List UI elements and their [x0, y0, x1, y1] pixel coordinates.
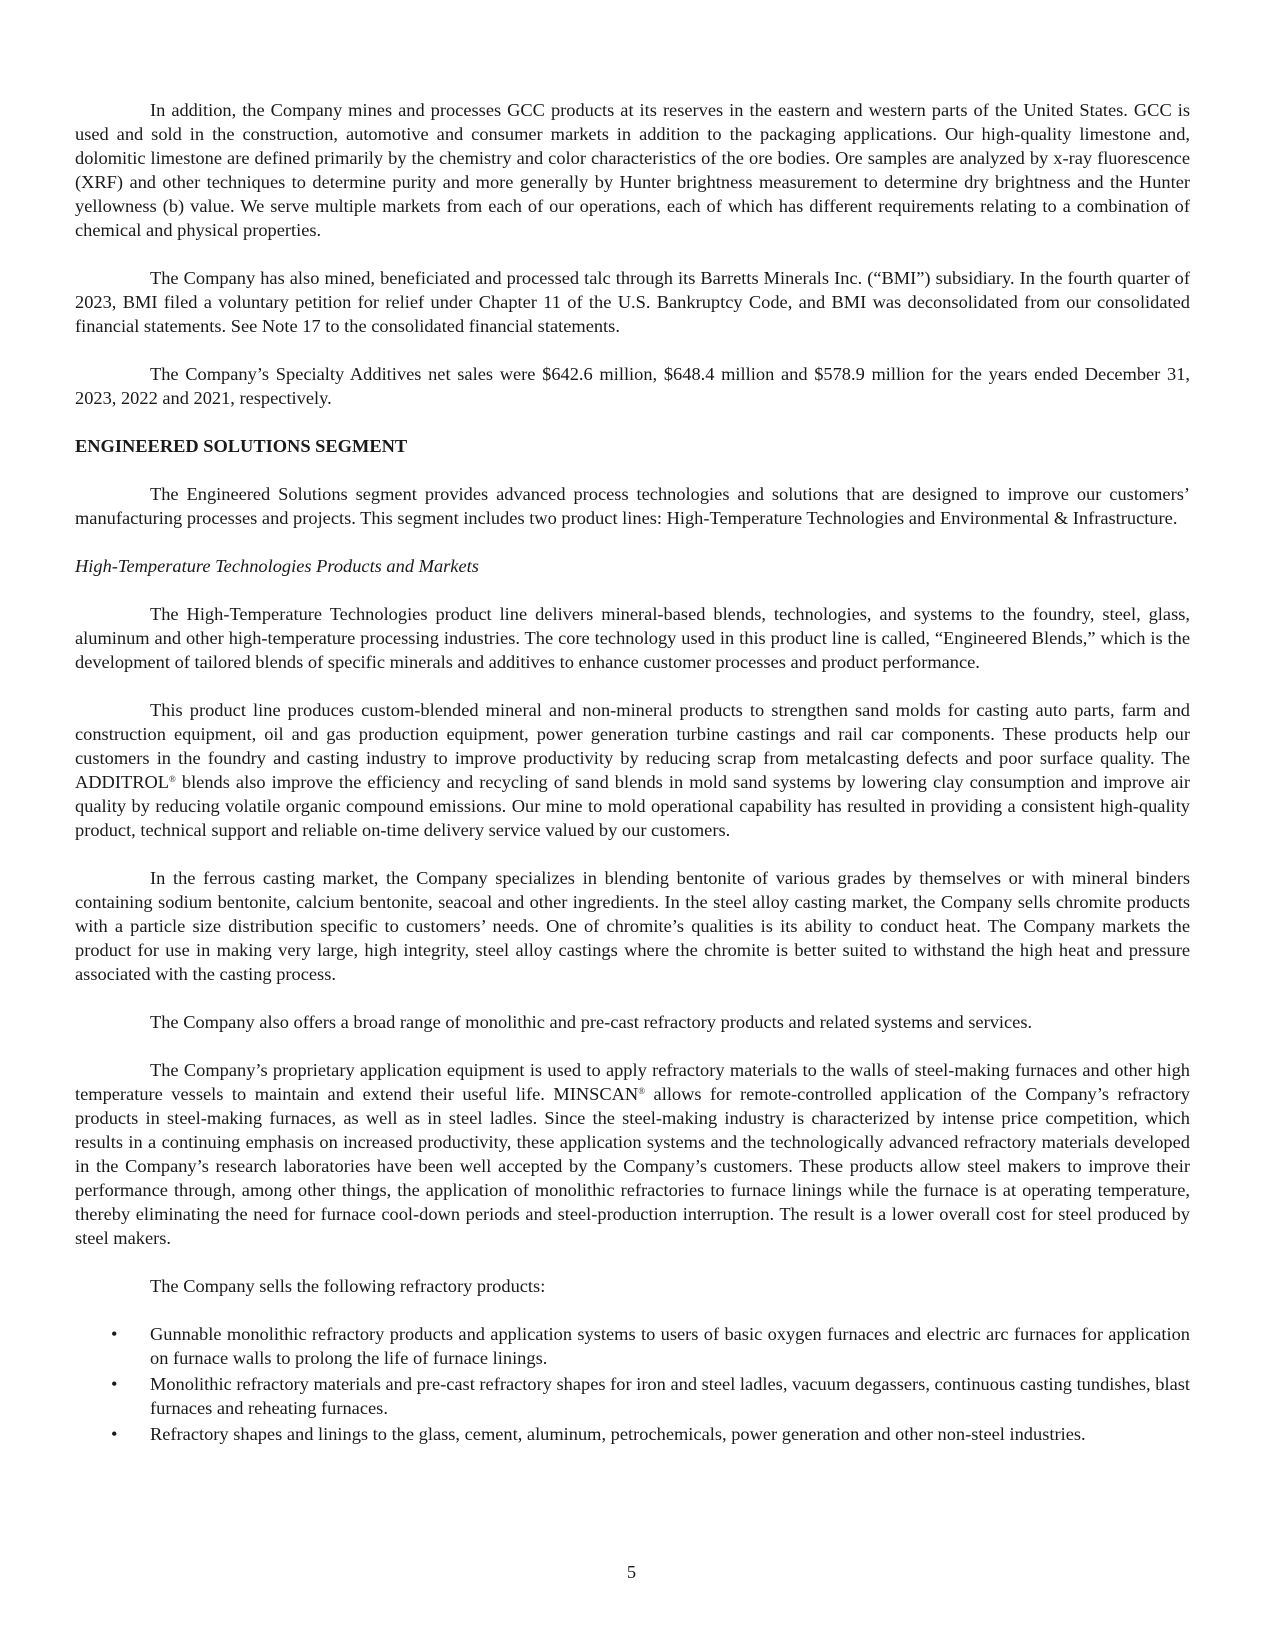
equipment-text-b: allows for remote-controlled application of the Company’s refractory products in steel-making furnaces, as well as in steel ladles. Since the steel-making industry is characterized by intense price competition, which results in a continuing emphasis on increased productivity, these application systems and the technologically advanced refractory materials developed in the Company’s research laboratories have been well accepted by the Company’s customers. These products allow steel makers to improve their performance through, among other things, the application of monolithic refractories to furnace linings while the furnace is at operating temperature, thereby eliminating the need for furnace cool-down periods and steel-production interruption. The result is a lower overall cost for steel produced by steel makers. [75, 1084, 1190, 1248]
paragraph-htt: The High-Temperature Technologies product line delivers mineral-based blends, technologies, and systems to the foundry, steel, glass, aluminum and other high-temperature processing industries. The core technology used in this product line is called, “Engineered Blends,” which is the development of tailored blends of specific minerals and additives to enhance customer processes and product performance. [75, 604, 1190, 672]
subheading-htt: High-Temperature Technologies Products and Markets [75, 556, 479, 576]
paragraph-refractory-products-intro: The Company sells the following refractory products: [150, 1276, 546, 1296]
list-item [75, 1322, 1190, 1370]
paragraph-bmi: The Company has also mined, beneficiated and processed talc through its Barretts Minerals Inc. (“BMI”) subsidiary. In the fourth quarter of 2023, BMI filed a voluntary petition for relief under Chapter 11 of the U.S. Bankruptcy Code, and BMI was deconsolidated from our consolidated financial statements. See Note 17 to the consolidated financial statements. [75, 268, 1190, 336]
list-item [75, 1372, 1190, 1420]
list-item-text: Monolithic refractory materials and pre-cast refractory shapes for iron and steel ladles, vacuum degassers, continuous casting tundishes, blast furnaces and reheating furnaces. [150, 1374, 1190, 1418]
list-item [75, 1422, 1190, 1446]
paragraph-net-sales: The Company’s Specialty Additives net sales were $642.6 million, $648.4 million and $578.9 million for the years ended December 31, 2023, 2022 and 2021, respectively. [75, 364, 1190, 408]
list-item-text: Gunnable monolithic refractory products and application systems to users of basic oxygen furnaces and electric arc furnaces for application on furnace walls to prolong the life of furnace linings. [150, 1324, 1190, 1368]
paragraph-gcc: In addition, the Company mines and processes GCC products at its reserves in the eastern and western parts of the United States. GCC is used and sold in the construction, automotive and consumer markets in addition to the packaging applications. Our high-quality limestone and, dolomitic limestone are defined primarily by the chemistry and color characteristics of the ore bodies. Ore samples are analyzed by x-ray fluorescence (XRF) and other techniques to determine purity and more generally by Hunter brightness measurement to determine dry brightness and the Hunter yellowness (b) value. We serve multiple markets from each of our operations, each of which has different requirements relating to a combination of chemical and physical properties. [75, 100, 1190, 240]
refractory-products-list [75, 1322, 1190, 1446]
registered-mark: ® [638, 1086, 646, 1096]
document-page [75, 98, 1190, 1448]
bullet-icon: • [111, 1374, 118, 1394]
paragraph-application-equipment [75, 1058, 1190, 1250]
custom-blended-text-b: blends also improve the efficiency and recycling of sand blends in mold sand systems by lowering clay consumption and improve air quality by reducing volatile organic compound emissions. Our mine to mold operational capability has resulted in providing a consistent high-quality product, technical support and reliable on-time delivery service valued by our customers. [75, 772, 1190, 840]
registered-mark: ® [168, 774, 176, 784]
custom-blended-text-a: This product line produces custom-blended mineral and non-mineral products to strengthen sand molds for casting auto parts, farm and construction equipment, oil and gas production equipment, power generation turbine castings and rail car components. These products help our customers in the foundry and casting industry to improve productivity by reducing scrap from metalcasting defects and poor surface quality. The ADDITROL [75, 700, 1190, 792]
paragraph-custom-blended [75, 698, 1190, 842]
bullet-icon: • [111, 1424, 118, 1444]
list-item-text: Refractory shapes and linings to the glass, cement, aluminum, petrochemicals, power generation and other non-steel industries. [150, 1424, 1086, 1444]
page-number: 5 [626, 1562, 637, 1582]
bullet-icon: • [111, 1324, 118, 1344]
paragraph-engineered-intro: The Engineered Solutions segment provides advanced process technologies and solutions that are designed to improve our customers’ manufacturing processes and projects. This segment includes two product lines: High-Temperature Technologies and Environmental & Infrastructure. [75, 484, 1190, 528]
equipment-text-a: The Company’s proprietary application equipment is used to apply refractory materials to the walls of steel-making furnaces and other high temperature vessels to maintain and extend their useful life. MINSCAN [75, 1060, 1190, 1104]
paragraph-monolithic: The Company also offers a broad range of monolithic and pre-cast refractory products and related systems and services. [150, 1012, 1033, 1032]
paragraph-ferrous-casting: In the ferrous casting market, the Company specializes in blending bentonite of various grades by themselves or with mineral binders containing sodium bentonite, calcium bentonite, seacoal and other ingredients. In the steel alloy casting market, the Company sells chromite products with a particle size distribution specific to customers’ needs. One of chromite’s qualities is its ability to conduct heat. The Company markets the product for use in making very large, high integrity, steel alloy castings where the chromite is better suited to withstand the high heat and pressure associated with the casting process. [75, 868, 1190, 984]
section-heading-engineered-solutions: ENGINEERED SOLUTIONS SEGMENT [75, 436, 408, 456]
